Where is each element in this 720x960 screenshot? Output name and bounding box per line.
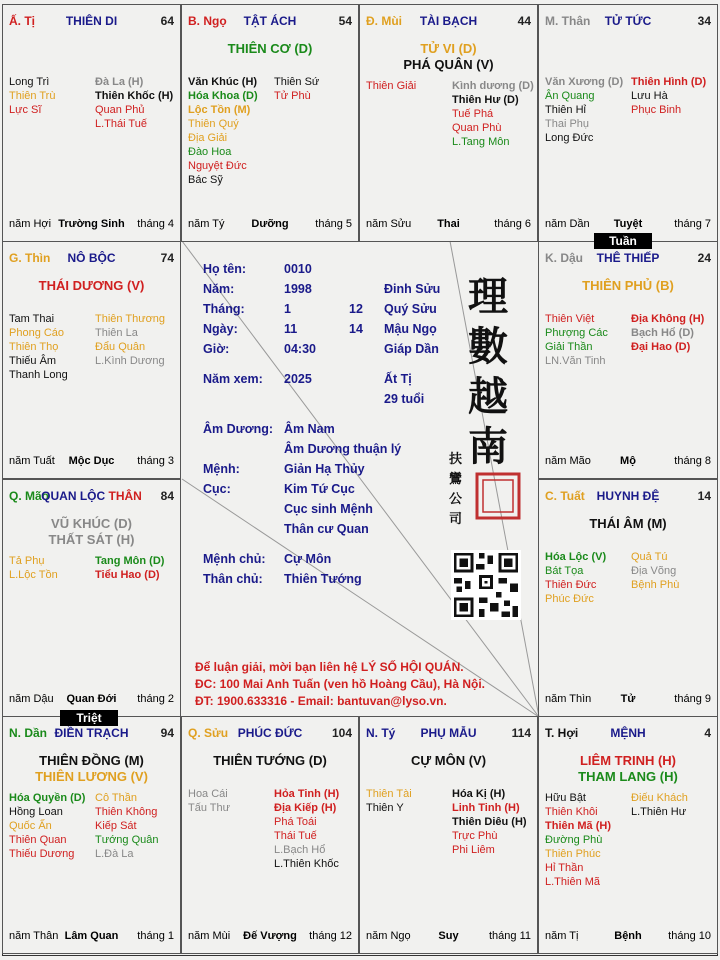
minor-star: Thiên Đức bbox=[545, 579, 597, 591]
palace-footer bbox=[188, 930, 352, 944]
ngay-label: Ngày: bbox=[203, 322, 238, 336]
minor-star: L.Lộc Tồn bbox=[9, 569, 58, 581]
palace-name: ĐIỀN TRẠCH bbox=[54, 726, 129, 740]
than-marker: THÂN bbox=[108, 489, 142, 503]
minor-star: Phượng Các bbox=[545, 327, 608, 339]
minor-stars-left bbox=[366, 79, 416, 93]
thang-value: 1 bbox=[284, 302, 291, 316]
minor-star: Tử Phù bbox=[274, 90, 311, 102]
than-chu-value: Thiên Tướng bbox=[284, 572, 362, 586]
palace-number: 54 bbox=[338, 14, 352, 28]
minor-star: Văn Xương (D) bbox=[545, 76, 624, 88]
minor-star: Thiên Không bbox=[95, 806, 158, 818]
minor-stars-left bbox=[9, 791, 85, 861]
palace-number: 24 bbox=[697, 251, 711, 265]
palace-position: Q. Sửu bbox=[188, 726, 229, 740]
minor-stars-right bbox=[274, 75, 319, 103]
palace-stage: Suy bbox=[438, 930, 459, 942]
minor-star: Thái Tuế bbox=[274, 830, 317, 842]
palace-number: 4 bbox=[704, 726, 711, 740]
palace-name: TẬT ÁCH bbox=[243, 14, 297, 28]
major-star: CỰ MÔN (V) bbox=[410, 753, 487, 768]
minor-stars-right bbox=[274, 787, 339, 871]
palace-year: năm Mão bbox=[545, 455, 591, 467]
minor-star: Quan Phù bbox=[452, 122, 502, 134]
ngay-am: 14 bbox=[349, 322, 363, 336]
palace-number: 94 bbox=[160, 726, 174, 740]
minor-star: L.Thiên Mã bbox=[545, 876, 601, 888]
palace-header bbox=[9, 251, 174, 267]
qr-code-icon[interactable] bbox=[451, 550, 521, 620]
minor-star: Tuế Phá bbox=[452, 108, 494, 120]
palace-year: năm Sửu bbox=[366, 218, 412, 230]
major-star: LIÊM TRINH (H) bbox=[579, 753, 677, 768]
minor-star: Lưu Hà bbox=[631, 90, 668, 102]
notice-line-3: ĐT: 1900.633316 - Email: bantuvan@lyso.vn. bbox=[195, 694, 447, 708]
major-star: TỬ VI (D) bbox=[420, 41, 477, 56]
nam-xem-can: Ất Tị bbox=[384, 372, 412, 386]
minor-star: Quả Tú bbox=[631, 551, 668, 563]
calligraphy-char: 越 bbox=[468, 373, 508, 420]
major-star: THIÊN PHỦ (B) bbox=[582, 278, 674, 293]
calligraphy-char: 數 bbox=[468, 323, 508, 370]
minor-star: Quốc Ấn bbox=[9, 820, 52, 832]
palace-month: tháng 9 bbox=[674, 693, 711, 705]
palace-hoi bbox=[538, 716, 718, 954]
palace-mui bbox=[359, 4, 538, 242]
minor-stars-left bbox=[545, 791, 611, 889]
major-star: THIÊN TƯỚNG (D) bbox=[213, 753, 327, 768]
minor-star: Tả Phụ bbox=[9, 555, 45, 567]
minor-star: Thiên Tài bbox=[366, 788, 412, 800]
palace-position: Đ. Mùi bbox=[366, 14, 402, 28]
palace-footer bbox=[545, 455, 711, 469]
major-star: THÁI ÂM (M) bbox=[589, 516, 667, 531]
minor-star: Đại Hao (D) bbox=[631, 341, 691, 353]
minor-stars-left bbox=[545, 75, 623, 145]
minor-star: Hóa Kị (H) bbox=[452, 788, 506, 800]
palace-year: năm Mùi bbox=[188, 930, 231, 942]
major-stars bbox=[3, 278, 180, 294]
minor-stars-left bbox=[188, 787, 230, 815]
minor-star: Đường Phù bbox=[545, 834, 603, 846]
minor-star: Đào Hoa bbox=[188, 146, 232, 158]
gio-can: Giáp Dần bbox=[384, 342, 439, 356]
minor-star: Địa Kiếp (H) bbox=[274, 802, 337, 814]
palace-month: tháng 11 bbox=[488, 930, 531, 942]
palace-header bbox=[545, 726, 711, 742]
major-star: THAM LANG (H) bbox=[578, 769, 678, 784]
minor-star: Phong Cáo bbox=[9, 327, 65, 339]
gio-value: 04:30 bbox=[284, 342, 316, 356]
palace-position: Ấ. Tị bbox=[9, 14, 35, 28]
minor-star: Phúc Đức bbox=[545, 593, 594, 605]
minor-star: L.Đà La bbox=[95, 848, 134, 860]
minor-stars-right bbox=[95, 75, 173, 131]
palace-position: T. Hợi bbox=[545, 726, 579, 740]
palace-footer bbox=[9, 218, 174, 232]
palace-month: tháng 8 bbox=[674, 455, 711, 467]
nam-xem-value: 2025 bbox=[284, 372, 312, 386]
palace-header bbox=[545, 251, 711, 267]
palace-header bbox=[9, 726, 174, 742]
palace-year: năm Hợi bbox=[9, 218, 52, 230]
palace-mao bbox=[2, 479, 181, 717]
palace-position: B. Ngọ bbox=[188, 14, 227, 28]
palace-position: M. Thân bbox=[545, 14, 591, 28]
ngay-value: 11 bbox=[284, 322, 298, 336]
cuc-value: Kim Tứ Cục bbox=[284, 482, 355, 496]
minor-stars-right bbox=[631, 312, 704, 354]
minor-star: Quan Phủ bbox=[95, 104, 145, 116]
thang-can: Quý Sửu bbox=[384, 302, 437, 316]
minor-stars-left bbox=[366, 787, 412, 815]
palace-position: K. Dậu bbox=[545, 251, 584, 265]
palace-stage: Đế Vượng bbox=[243, 930, 297, 942]
palace-header bbox=[366, 726, 531, 742]
palace-year: năm Thân bbox=[9, 930, 59, 942]
minor-star: Tấu Thư bbox=[188, 802, 231, 814]
minor-star: Bệnh Phù bbox=[631, 579, 680, 591]
palace-year: năm Tuất bbox=[9, 455, 55, 467]
palace-footer bbox=[366, 218, 531, 232]
triet-tag: Triệt bbox=[60, 710, 118, 726]
palace-name: NÔ BỘC bbox=[67, 251, 116, 265]
calligraphy-char: 理 bbox=[468, 273, 508, 320]
palace-dau bbox=[538, 241, 718, 479]
palace-number: 104 bbox=[331, 726, 352, 740]
palace-footer bbox=[9, 693, 174, 707]
palace-tuat bbox=[538, 479, 718, 717]
palace-month: tháng 7 bbox=[674, 218, 711, 230]
minor-star: L.Tang Môn bbox=[452, 136, 510, 148]
major-stars bbox=[182, 753, 358, 769]
minor-star: Đẩu Quân bbox=[95, 341, 146, 353]
nam-value: 1998 bbox=[284, 282, 312, 296]
minor-star: Thiên Khôi bbox=[545, 806, 598, 818]
minor-stars-right bbox=[631, 75, 706, 117]
nam-label: Năm: bbox=[203, 282, 235, 296]
palace-footer bbox=[545, 218, 711, 232]
palace-name: PHÚC ĐỨC bbox=[237, 726, 303, 740]
tuoi: 29 tuổi bbox=[384, 392, 425, 406]
palace-footer bbox=[545, 930, 711, 944]
minor-stars-right bbox=[95, 791, 159, 861]
minor-star: Nguyệt Đức bbox=[188, 160, 247, 172]
palace-ti bbox=[359, 716, 538, 954]
palace-stage: Tuyệt bbox=[613, 218, 643, 230]
palace-position: N. Tý bbox=[366, 726, 396, 740]
ngay-can: Mậu Ngọ bbox=[384, 322, 437, 336]
minor-star: Lực Sĩ bbox=[9, 104, 42, 116]
minor-star: Thiên Hỉ bbox=[545, 104, 586, 116]
palace-stage: Trường Sinh bbox=[58, 218, 125, 230]
notice-line-2: ĐC: 100 Mai Anh Tuấn (ven hồ Hoàng Cầu), Hà Nội. bbox=[195, 677, 486, 691]
palace-dan bbox=[2, 716, 181, 954]
palace-footer bbox=[366, 930, 531, 944]
palace-month: tháng 10 bbox=[668, 930, 711, 942]
gio-label: Giờ: bbox=[203, 342, 230, 356]
palace-month: tháng 4 bbox=[137, 218, 174, 230]
palace-suu bbox=[181, 716, 359, 954]
minor-stars-right bbox=[95, 312, 165, 368]
palace-than bbox=[538, 4, 718, 242]
calligraphy-char: 南 bbox=[468, 423, 508, 470]
minor-star: Thiên Việt bbox=[545, 313, 595, 325]
minor-star: Hỏa Tinh (H) bbox=[274, 788, 340, 800]
major-stars bbox=[539, 278, 717, 294]
palace-number: 44 bbox=[517, 14, 531, 28]
tuan-tag: Tuần bbox=[594, 233, 652, 249]
chart-center bbox=[181, 240, 538, 718]
nam-xem-label: Năm xem: bbox=[203, 372, 263, 386]
minor-star: Phi Liêm bbox=[452, 844, 495, 856]
palace-year: năm Tý bbox=[188, 218, 225, 230]
minor-star: Tướng Quân bbox=[95, 834, 159, 846]
minor-star: Thai Phụ bbox=[545, 118, 590, 130]
palace-name: TỬ TỨC bbox=[604, 14, 652, 28]
major-star: THẤT SÁT (H) bbox=[48, 532, 135, 547]
minor-star: Thiên Quan bbox=[9, 834, 67, 846]
minor-star: Địa Võng bbox=[631, 565, 677, 577]
minor-stars-right bbox=[452, 79, 534, 149]
palace-ngo bbox=[181, 4, 359, 242]
major-star: THIÊN CƠ (D) bbox=[227, 41, 313, 56]
palace-year: năm Ngọ bbox=[366, 930, 411, 942]
minor-star: Bác Sỹ bbox=[188, 174, 223, 186]
palace-stage: Lâm Quan bbox=[64, 930, 119, 942]
palace-stage: Mộc Dục bbox=[68, 455, 115, 467]
ho-ten-label: Họ tên: bbox=[203, 262, 247, 276]
am-duong-label: Âm Dương: bbox=[203, 422, 274, 436]
palace-stage: Dưỡng bbox=[251, 218, 289, 230]
minor-star: Long Đức bbox=[545, 132, 594, 144]
palace-stage: Tử bbox=[620, 693, 636, 705]
palace-number: 74 bbox=[160, 251, 174, 265]
palace-month: tháng 5 bbox=[315, 218, 352, 230]
menh-chu-value: Cự Môn bbox=[284, 552, 332, 566]
palace-number: 114 bbox=[511, 726, 531, 740]
palace-name: QUAN LỘC THÂN bbox=[41, 489, 142, 503]
major-stars bbox=[539, 753, 717, 785]
minor-star: Hoa Cái bbox=[188, 788, 228, 800]
menh-value: Giản Hạ Thủy bbox=[284, 462, 365, 476]
palace-number: 14 bbox=[697, 489, 711, 503]
palace-footer bbox=[9, 455, 174, 469]
minor-star: L.Kình Dương bbox=[95, 355, 165, 367]
minor-star: Địa Không (H) bbox=[631, 313, 705, 325]
palace-footer bbox=[545, 693, 711, 707]
palace-month: tháng 2 bbox=[137, 693, 174, 705]
than-chu-label: Thân chủ: bbox=[203, 572, 263, 586]
palace-month: tháng 12 bbox=[309, 930, 352, 942]
minor-star: Thiên Thọ bbox=[9, 341, 59, 353]
minor-star: Phục Binh bbox=[631, 104, 682, 116]
thang-am: 12 bbox=[349, 302, 363, 316]
palace-month: tháng 3 bbox=[137, 455, 174, 467]
minor-star: Hóa Lộc (V) bbox=[545, 551, 607, 563]
minor-star: Trực Phù bbox=[452, 830, 498, 842]
minor-star: Tang Môn (D) bbox=[95, 555, 165, 567]
palace-number: 34 bbox=[697, 14, 711, 28]
major-star: PHÁ QUÂN (V) bbox=[403, 57, 494, 72]
major-star: THIÊN ĐỒNG (M) bbox=[39, 753, 144, 768]
major-stars bbox=[360, 41, 537, 73]
minor-stars-left bbox=[545, 312, 608, 368]
palace-stage: Bệnh bbox=[614, 930, 642, 942]
minor-star: Thiên Y bbox=[366, 802, 404, 814]
palace-name: HUYNH ĐỆ bbox=[596, 489, 660, 503]
palace-header bbox=[366, 14, 531, 30]
minor-star: Thiếu Âm bbox=[9, 355, 57, 367]
red-seal-icon bbox=[475, 472, 521, 520]
minor-star: Phá Toái bbox=[274, 816, 317, 828]
palace-header bbox=[545, 14, 711, 30]
major-stars bbox=[360, 753, 537, 769]
calligraphy-logo bbox=[458, 272, 518, 472]
palace-year: năm Tị bbox=[545, 930, 579, 942]
minor-star: Hóa Khoa (D) bbox=[188, 90, 258, 102]
minor-star: Điếu Khách bbox=[631, 792, 688, 804]
minor-star: Thiên Hư (D) bbox=[452, 94, 519, 106]
minor-star: Địa Giải bbox=[188, 132, 228, 144]
major-star: VŨ KHÚC (D) bbox=[51, 516, 132, 531]
palace-year: năm Dậu bbox=[9, 693, 54, 705]
palace-header bbox=[545, 489, 711, 505]
minor-star: Thiên La bbox=[95, 327, 138, 339]
palace-position: Q. Mão bbox=[9, 489, 50, 503]
minor-stars-right bbox=[452, 787, 527, 857]
stamp-text: 扶鸞公司 bbox=[449, 452, 463, 527]
palace-header bbox=[188, 726, 352, 742]
palace-name: MỆNH bbox=[610, 726, 646, 740]
minor-star: Bát Tọa bbox=[545, 565, 584, 577]
minor-star: Thiên Hình (D) bbox=[631, 76, 707, 88]
minor-star: Thiên Quý bbox=[188, 118, 239, 130]
palace-ty bbox=[2, 4, 181, 242]
minor-stars-right bbox=[631, 550, 679, 592]
major-stars bbox=[3, 753, 180, 785]
palace-month: tháng 1 bbox=[137, 930, 174, 942]
minor-star: L.Thái Tuế bbox=[95, 118, 147, 130]
palace-year: năm Dần bbox=[545, 218, 590, 230]
minor-star: LN.Văn Tinh bbox=[545, 355, 606, 367]
minor-star: Đà La (H) bbox=[95, 76, 144, 88]
minor-star: Thiên Thương bbox=[95, 313, 166, 325]
menh-chu-label: Mệnh chủ: bbox=[203, 552, 266, 566]
palace-position: C. Tuất bbox=[545, 489, 585, 503]
minor-star: Văn Khúc (H) bbox=[188, 76, 258, 88]
minor-star: Ân Quang bbox=[545, 90, 595, 102]
palace-month: tháng 6 bbox=[494, 218, 531, 230]
major-stars bbox=[3, 516, 180, 548]
palace-footer bbox=[188, 218, 352, 232]
minor-star: Tam Thai bbox=[9, 313, 55, 325]
palace-header bbox=[9, 489, 174, 505]
palace-stage: Quan Đới bbox=[66, 693, 117, 705]
palace-stage: Mộ bbox=[620, 455, 636, 467]
major-stars bbox=[182, 41, 358, 57]
menh-label: Mệnh: bbox=[203, 462, 240, 476]
minor-star: Thiên Mã (H) bbox=[545, 820, 611, 832]
palace-stage: Thai bbox=[437, 218, 460, 230]
minor-star: Hỉ Thần bbox=[545, 862, 584, 874]
minor-star: Thiếu Dương bbox=[9, 848, 75, 860]
palace-name: THÊ THIẾP bbox=[596, 251, 660, 265]
minor-star: Thiên Khốc (H) bbox=[95, 90, 174, 102]
palace-position: G. Thìn bbox=[9, 251, 51, 265]
ho-ten-value: 0010 bbox=[284, 262, 312, 276]
minor-star: Thiên Sứ bbox=[274, 76, 320, 88]
palace-name: PHỤ MẪU bbox=[420, 726, 477, 740]
thang-label: Tháng: bbox=[203, 302, 245, 316]
minor-star: Thiên Phúc bbox=[545, 848, 601, 860]
minor-star: Giải Thần bbox=[545, 341, 593, 353]
minor-stars-left bbox=[9, 312, 68, 382]
palace-year: năm Thìn bbox=[545, 693, 592, 705]
am-duong-value: Âm Nam bbox=[284, 422, 335, 436]
major-star: THÁI DƯƠNG (V) bbox=[38, 278, 145, 293]
minor-stars-left bbox=[9, 75, 55, 117]
cuc-value3: Thân cư Quan bbox=[284, 522, 369, 536]
minor-star: Thiên Diêu (H) bbox=[452, 816, 527, 828]
nam-can: Đinh Sửu bbox=[384, 282, 441, 296]
minor-star: Hồng Loan bbox=[9, 806, 63, 818]
cuc-value2: Cục sinh Mệnh bbox=[284, 502, 373, 516]
minor-star: Thiên Giải bbox=[366, 80, 417, 92]
minor-stars-right bbox=[631, 791, 688, 819]
minor-star: Tiểu Hao (D) bbox=[95, 569, 160, 581]
palace-name: TÀI BẠCH bbox=[419, 14, 478, 28]
palace-name: THIÊN DI bbox=[65, 14, 118, 28]
minor-star: Thanh Long bbox=[9, 369, 68, 381]
palace-position: N. Dần bbox=[9, 726, 48, 740]
palace-header bbox=[188, 14, 352, 30]
minor-star: Linh Tinh (H) bbox=[452, 802, 520, 814]
palace-footer bbox=[9, 930, 174, 944]
minor-star: Kình dương (D) bbox=[452, 80, 534, 92]
minor-star: Hóa Quyền (D) bbox=[9, 792, 86, 804]
minor-star: Hữu Bật bbox=[545, 792, 586, 804]
palace-header bbox=[9, 14, 174, 30]
major-stars bbox=[539, 516, 717, 532]
minor-stars-left bbox=[9, 554, 58, 582]
minor-star: L.Bạch Hổ bbox=[274, 844, 326, 856]
minor-stars-left bbox=[188, 75, 258, 187]
minor-star: Kiếp Sát bbox=[95, 820, 137, 832]
palace-number: 84 bbox=[160, 489, 174, 503]
minor-star: Long Trì bbox=[9, 76, 50, 88]
minor-star: L.Thiên Khốc bbox=[274, 858, 339, 870]
cuc-label: Cục: bbox=[203, 482, 231, 496]
minor-star: L.Thiên Hư bbox=[631, 806, 687, 818]
minor-star: Lộc Tồn (M) bbox=[188, 104, 251, 116]
minor-star: Thiên Trù bbox=[9, 90, 56, 102]
palace-number: 64 bbox=[160, 14, 174, 28]
minor-stars-left bbox=[545, 550, 606, 606]
minor-stars-right bbox=[95, 554, 164, 582]
palace-thin bbox=[2, 241, 181, 479]
am-duong-value2: Âm Dương thuận lý bbox=[284, 442, 402, 456]
minor-star: Bạch Hổ (D) bbox=[631, 327, 694, 339]
minor-star: Cô Thần bbox=[95, 792, 137, 804]
notice-line-1: Để luận giải, mời bạn liên hệ LÝ SỐ HỘI QUÁN. bbox=[195, 660, 464, 674]
major-star: THIÊN LƯƠNG (V) bbox=[35, 769, 148, 784]
